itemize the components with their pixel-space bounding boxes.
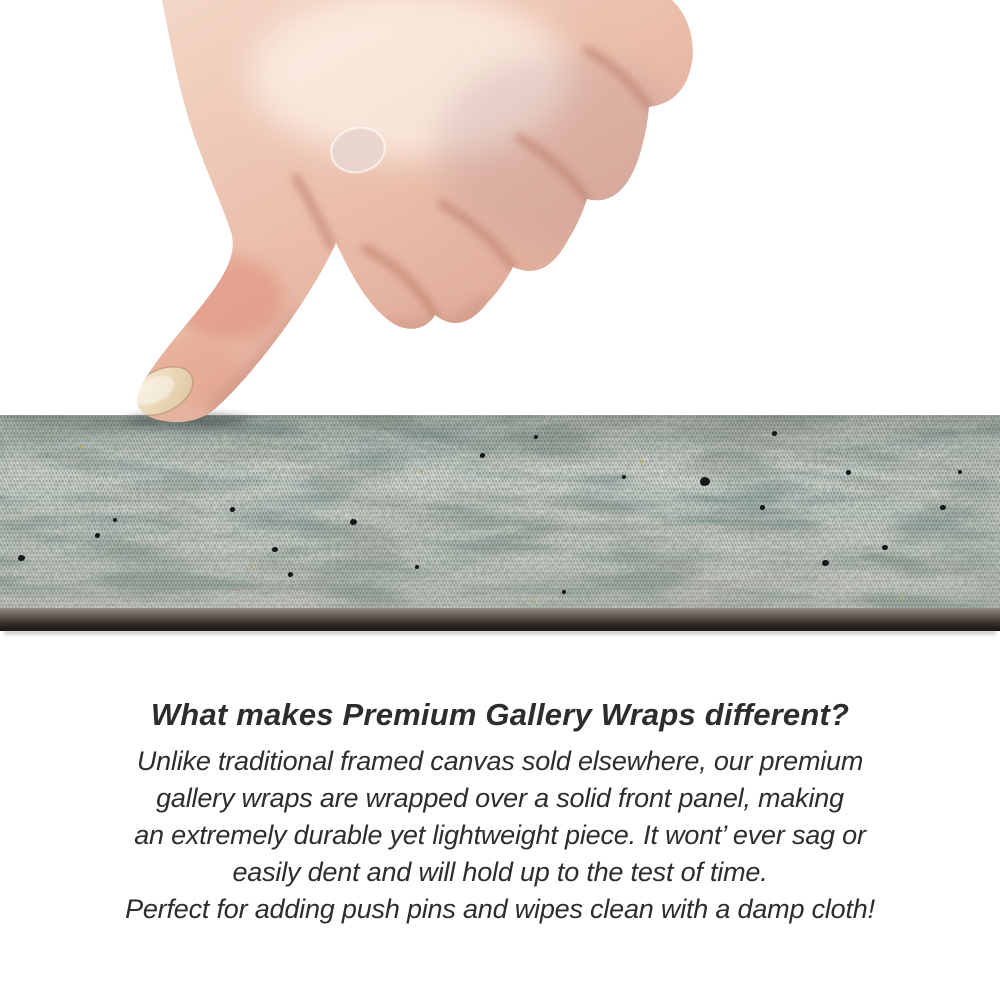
body-line-3: an extremely durable yet lightweight piece. It wont’ ever sag or: [134, 820, 866, 850]
canvas-paint-speck: [80, 445, 83, 448]
body-line-4: easily dent and will hold up to the test of time.: [232, 857, 768, 887]
canvas-strip: [0, 415, 1000, 631]
canvas-hole: [480, 453, 485, 458]
marketing-copy: [0, 697, 1000, 928]
canvas-paint-speck: [640, 460, 643, 463]
body-line-1: Unlike traditional framed canvas sold elsewhere, our premium: [136, 746, 864, 776]
canvas-hole: [288, 572, 293, 577]
canvas-paint-speck: [250, 565, 253, 568]
canvas-hole: [230, 507, 235, 512]
canvas-hole: [958, 470, 962, 474]
canvas-paint-speck: [420, 470, 423, 473]
body-line-5: Perfect for adding push pins and wipes clean with a damp cloth!: [125, 894, 875, 924]
canvas-paint-speck: [530, 600, 533, 603]
canvas-hole: [772, 431, 777, 436]
canvas-hole: [622, 475, 626, 479]
canvas-tone-overlay: [0, 415, 1000, 608]
canvas-hole: [846, 470, 851, 475]
canvas-paint-speck: [900, 597, 903, 600]
hand-thumb-pressing-icon: [110, 0, 710, 432]
canvas-hole: [534, 435, 538, 439]
canvas-hole: [113, 518, 117, 522]
panel-edge: [0, 608, 1000, 631]
canvas-fabric-texture: [0, 415, 1000, 608]
canvas-hole: [415, 565, 419, 569]
canvas-hole: [562, 590, 566, 594]
canvas-hole: [95, 533, 100, 538]
headline: What makes Premium Gallery Wraps different?: [150, 697, 850, 732]
body-line-2: gallery wraps are wrapped over a solid front panel, making: [156, 783, 844, 813]
panel-drop-shadow: [4, 631, 996, 636]
canvas-hole: [760, 505, 765, 510]
